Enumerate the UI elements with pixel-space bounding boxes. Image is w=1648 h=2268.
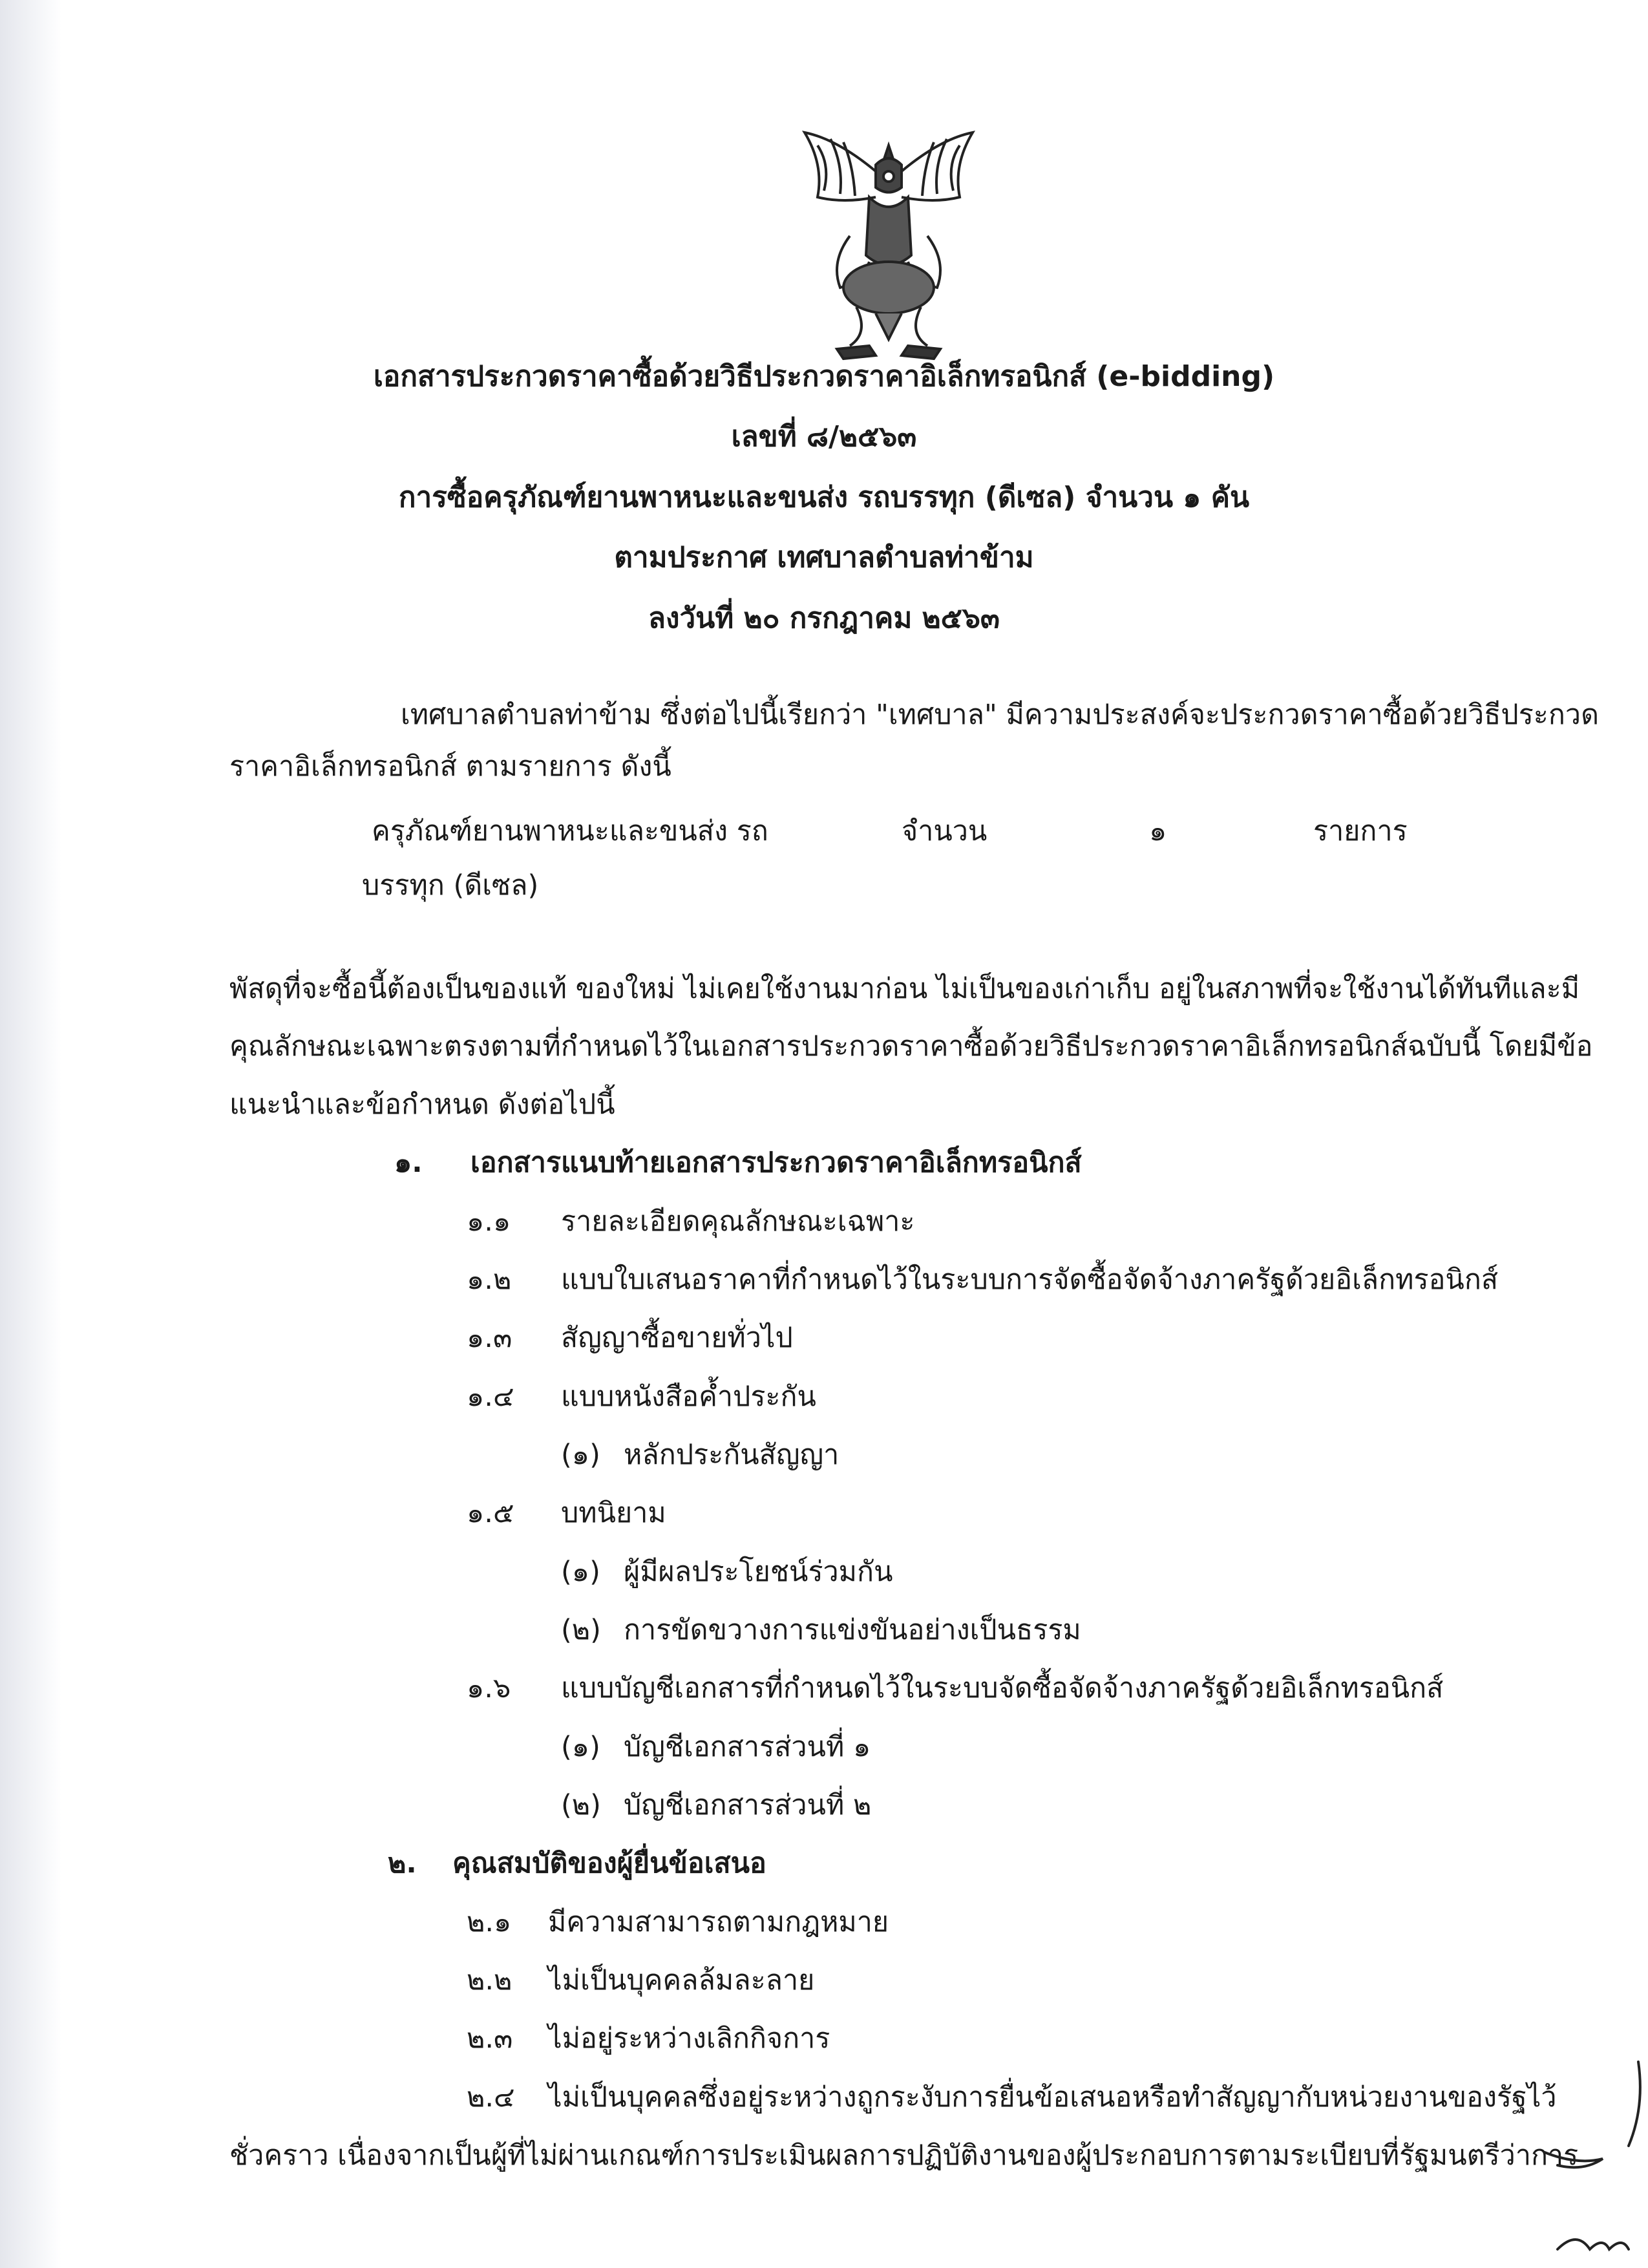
list-item: บทนิยาม xyxy=(561,1497,666,1529)
list-item: สัญญาซื้อขายทั่วไป xyxy=(561,1322,793,1354)
item-number: ๑.๕ xyxy=(467,1497,514,1529)
sub-list-item: ผู้มีผลประโยชน์ร่วมกัน xyxy=(624,1556,893,1588)
item-number: ๑.๒ xyxy=(467,1264,512,1296)
item-number: ๒.๓ xyxy=(467,2022,513,2055)
sub-item-number: (๑) xyxy=(561,1439,600,1471)
document-number: เลขที่ ๘/๒๕๖๓ xyxy=(731,420,917,453)
list-item-continued: ชั่วคราว เนื่องจากเป็นผู้ที่ไม่ผ่านเกณฑ์การประเมินผลการปฏิบัติงานของผู้ประกอบการตามระเบียบที่รัฐมนตรีว่าการ xyxy=(229,2139,1579,2172)
list-item: แบบหนังสือค้ำประกัน xyxy=(561,1381,816,1413)
sub-item-number: (๒) xyxy=(561,1614,601,1646)
item-number: ๒.๑ xyxy=(467,1906,512,1938)
para-line-1: พัสดุที่จะซื้อนี้ต้องเป็นของแท้ ของใหม่ ไม่เคยใช้งานมาก่อน ไม่เป็นของเก่าเก็บ อยู่ในสภาพที่จะใช้งานได้ทันทีและมี xyxy=(229,973,1580,1005)
item-name: ครุภัณฑ์ยานพาหนะและขนส่ง รถ xyxy=(372,815,768,847)
item-unit: รายการ xyxy=(1313,815,1408,847)
document-title: เอกสารประกวดราคาซื้อด้วยวิธีประกวดราคาอิเล็กทรอนิกส์ (e-bidding) xyxy=(373,360,1275,393)
section-2-title: คุณสมบัติของผู้ยื่นข้อเสนอ xyxy=(452,1847,766,1880)
item-number: ๒.๔ xyxy=(467,2081,515,2114)
sub-item-number: (๑) xyxy=(561,1556,600,1588)
list-item: แบบใบเสนอราคาที่กำหนดไว้ในระบบการจัดซื้อจัดจ้างภาครัฐด้วยอิเล็กทรอนิกส์ xyxy=(561,1264,1499,1296)
item-number: ๑.๑ xyxy=(467,1205,511,1238)
item-number: ๒.๒ xyxy=(467,1964,512,1997)
item-number: ๑.๔ xyxy=(467,1381,514,1413)
list-item: มีความสามารถตามกฎหมาย xyxy=(548,1906,889,1938)
item-number: ๑.๓ xyxy=(467,1322,512,1354)
sub-list-item: บัญชีเอกสารส่วนที่ ๒ xyxy=(624,1789,872,1821)
sub-list-item: หลักประกันสัญญา xyxy=(624,1439,840,1471)
sub-list-item: การขัดขวางการแข่งขันอย่างเป็นธรรม xyxy=(624,1614,1081,1646)
item-qty: ๑ xyxy=(1149,815,1167,847)
document-announcement: ตามประกาศ เทศบาลตำบลท่าข้าม xyxy=(614,541,1034,574)
para-line-3: แนะนำและข้อกำหนด ดังต่อไปนี้ xyxy=(229,1088,615,1121)
item-number: ๑.๖ xyxy=(467,1672,511,1704)
section-1-number: ๑. xyxy=(394,1147,423,1179)
document-date: ลงวันที่ ๒๐ กรกฎาคม ๒๕๖๓ xyxy=(648,602,1000,635)
garuda-emblem-icon xyxy=(779,126,998,365)
list-item: แบบบัญชีเอกสารที่กำหนดไว้ในระบบจัดซื้อจัดจ้างภาครัฐด้วยอิเล็กทรอนิกส์ xyxy=(561,1672,1444,1704)
list-item: รายละเอียดคุณลักษณะเฉพาะ xyxy=(561,1205,915,1238)
document-subject: การซื้อครุภัณฑ์ยานพาหนะและขนส่ง รถบรรทุก (ดีเซล) จำนวน ๑ คัน xyxy=(398,481,1250,514)
scan-edge-shadow xyxy=(0,0,61,2268)
para-line-2: คุณลักษณะเฉพาะตรงตามที่กำหนดไว้ในเอกสารประกวดราคาซื้อด้วยวิธีประกวดราคาอิเล็กทรอนิกส์ฉบับนี้ โดยมีข้อ xyxy=(229,1030,1593,1063)
list-item: ไม่เป็นบุคคลล้มละลาย xyxy=(548,1964,815,1997)
sub-item-number: (๑) xyxy=(561,1731,600,1763)
list-item: ไม่เป็นบุคคลซึ่งอยู่ระหว่างถูกระงับการยื่นข้อเสนอหรือทำสัญญากับหน่วยงานของรัฐไว้ xyxy=(548,2081,1557,2114)
handwritten-initials-icon xyxy=(1532,2055,1648,2268)
sub-item-number: (๒) xyxy=(561,1789,601,1821)
section-2-number: ๒. xyxy=(388,1847,417,1880)
item-qty-label: จำนวน xyxy=(902,815,988,847)
list-item: ไม่อยู่ระหว่างเลิกกิจการ xyxy=(548,2022,830,2055)
intro-line-1: เทศบาลตำบลท่าข้าม ซึ่งต่อไปนี้เรียกว่า "เทศบาล" มีความประสงค์จะประกวดราคาซื้อด้วยวิธีประกวด xyxy=(401,699,1599,731)
section-1-title: เอกสารแนบท้ายเอกสารประกวดราคาอิเล็กทรอนิกส์ xyxy=(470,1147,1082,1179)
intro-line-2: ราคาอิเล็กทรอนิกส์ ตามรายการ ดังนี้ xyxy=(229,750,671,783)
item-name-continued: บรรทุก (ดีเซล) xyxy=(362,869,539,902)
sub-list-item: บัญชีเอกสารส่วนที่ ๑ xyxy=(624,1731,871,1763)
